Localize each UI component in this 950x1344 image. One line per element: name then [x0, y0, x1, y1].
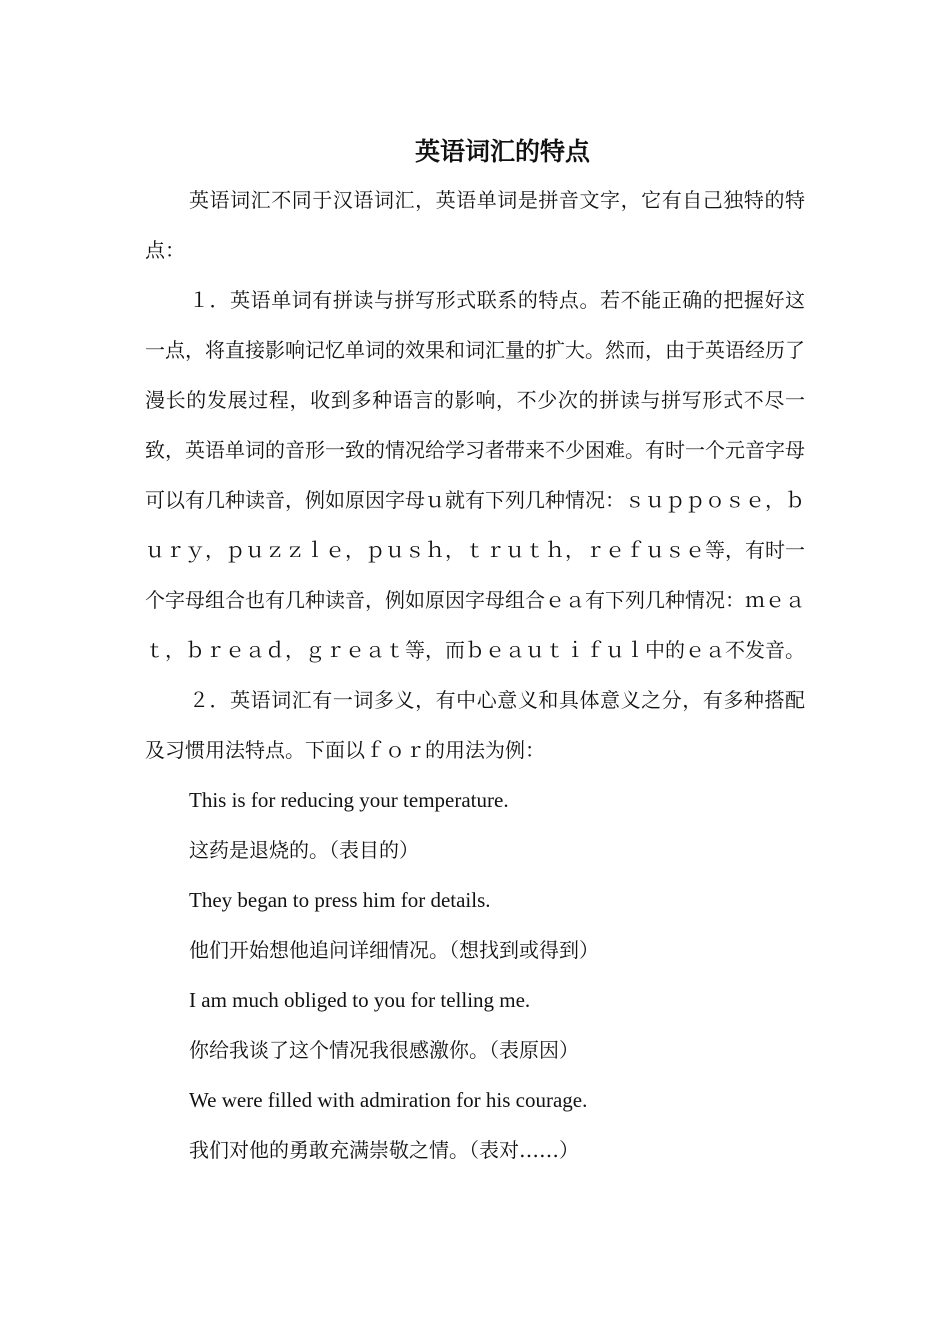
example-1-chinese: 这药是退烧的。（表目的） [189, 838, 419, 862]
example-3-chinese: 你给我谈了这个情况我很感激你。（表原因） [189, 1038, 579, 1062]
point-1-paragraph: １．英语单词有拼读与拼写形式联系的特点。若不能正确的把握好这一点，将直接影响记忆单词的效果和词汇量的扩大。然而，由于英语经历了漫长的发展过程，收到多种语言的影响，不少次的拼读与拼写形式不尽一致，英语单词的音形一致的情况给学习者带来不少困难。有时一个元音字母可以有几种读音，例如原因字母ｕ就有下列几种情况：ｓｕｐｐｏｓｅ，ｂｕｒｙ，ｐｕｚｚｌｅ，ｐｕｓｈ，ｔｒｕｔｈ，ｒｅｆｕｓｅ等，有时一个字母组合也有几种读音，例如原因字母组合ｅａ有下列几种情况：ｍｅａｔ，ｂｒｅａｄ，ｇｒｅａｔ等，而ｂｅａｕｔｉｆｕｌ中的ｅａ不发音。 [145, 288, 805, 662]
example-4-chinese: 我们对他的勇敢充满崇敬之情。（表对……） [189, 1138, 579, 1162]
example-1-english: This is for reducing your temperature. [189, 788, 509, 812]
intro-paragraph: 英语词汇不同于汉语词汇，英语单词是拼音文字，它有自己独特的特点： [145, 188, 805, 262]
document-body [145, 175, 805, 1175]
example-4-english: We were filled with admiration for his courage. [189, 1088, 588, 1112]
example-3-english: I am much obliged to you for telling me. [189, 988, 531, 1012]
document-title: 英语词汇的特点 [414, 137, 590, 166]
example-2-english: They began to press him for details. [189, 888, 491, 912]
point-2-paragraph: ２．英语词汇有一词多义，有中心意义和具体意义之分，有多种搭配及习惯用法特点。下面以ｆｏｒ的用法为例： [145, 688, 805, 762]
example-2-chinese: 他们开始想他追问详细情况。（想找到或得到） [189, 938, 599, 962]
